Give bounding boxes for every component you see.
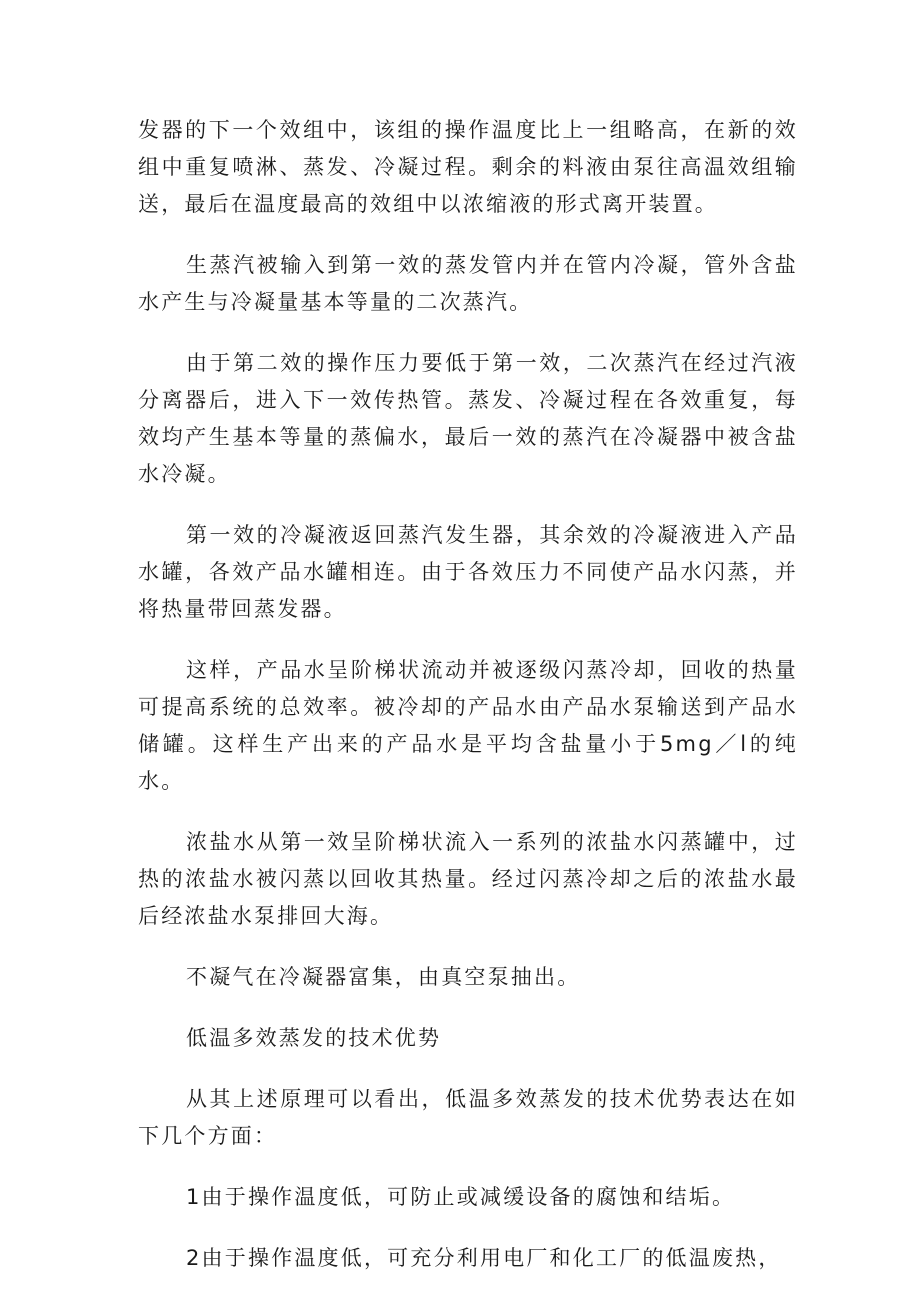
paragraph-continuation: 发器的下一个效组中，该组的操作温度比上一组略高，在新的效组中重复喷淋、蒸发、冷凝过程。剩余的料液由泵往高温效组输送，最后在温度最高的效组中以浓缩液的形式离开装置。	[138, 118, 798, 216]
list-item: 1由于操作温度低，可防止或减缓设备的腐蚀和结垢。	[186, 1185, 736, 1209]
paragraph: 这样，产品水呈阶梯状流动并被逐级闪蒸冷却，回收的热量可提高系统的总效率。被冷却的产品水由产品水泵输送到产品水储罐。这样生产出来的产品水是平均含盐量小于5mg／l的纯水。	[138, 658, 798, 793]
paragraph: 第一效的冷凝液返回蒸汽发生器，其余效的冷凝液进入产品水罐，各效产品水罐相连。由于各效压力不同使产品水闪蒸，并将热量带回蒸发器。	[138, 523, 798, 621]
paragraph: 不凝气在冷凝器富集，由真空泵抽出。	[186, 965, 581, 989]
list-item: 2由于操作温度低，可充分利用电厂和化工厂的低温废热，	[186, 1246, 782, 1270]
paragraph: 从其上述原理可以看出，低温多效蒸发的技术优势表达在如下几个方面：	[138, 1087, 798, 1148]
document-body	[138, 112, 798, 1301]
paragraph: 生蒸汽被输入到第一效的蒸发管内并在管内冷凝，管外含盐水产生与冷凝量基本等量的二次蒸汽。	[138, 253, 798, 314]
paragraph: 浓盐水从第一效呈阶梯状流入一系列的浓盐水闪蒸罐中，过热的浓盐水被闪蒸以回收其热量。经过闪蒸冷却之后的浓盐水最后经浓盐水泵排回大海。	[138, 830, 798, 928]
section-heading: 低温多效蒸发的技术优势	[186, 1026, 442, 1050]
paragraph: 由于第二效的操作压力要低于第一效，二次蒸汽在经过汽液分离器后，进入下一效传热管。蒸发、冷凝过程在各效重复，每效均产生基本等量的蒸偏水，最后一效的蒸汽在冷凝器中被含盐水冷凝。	[138, 351, 798, 486]
